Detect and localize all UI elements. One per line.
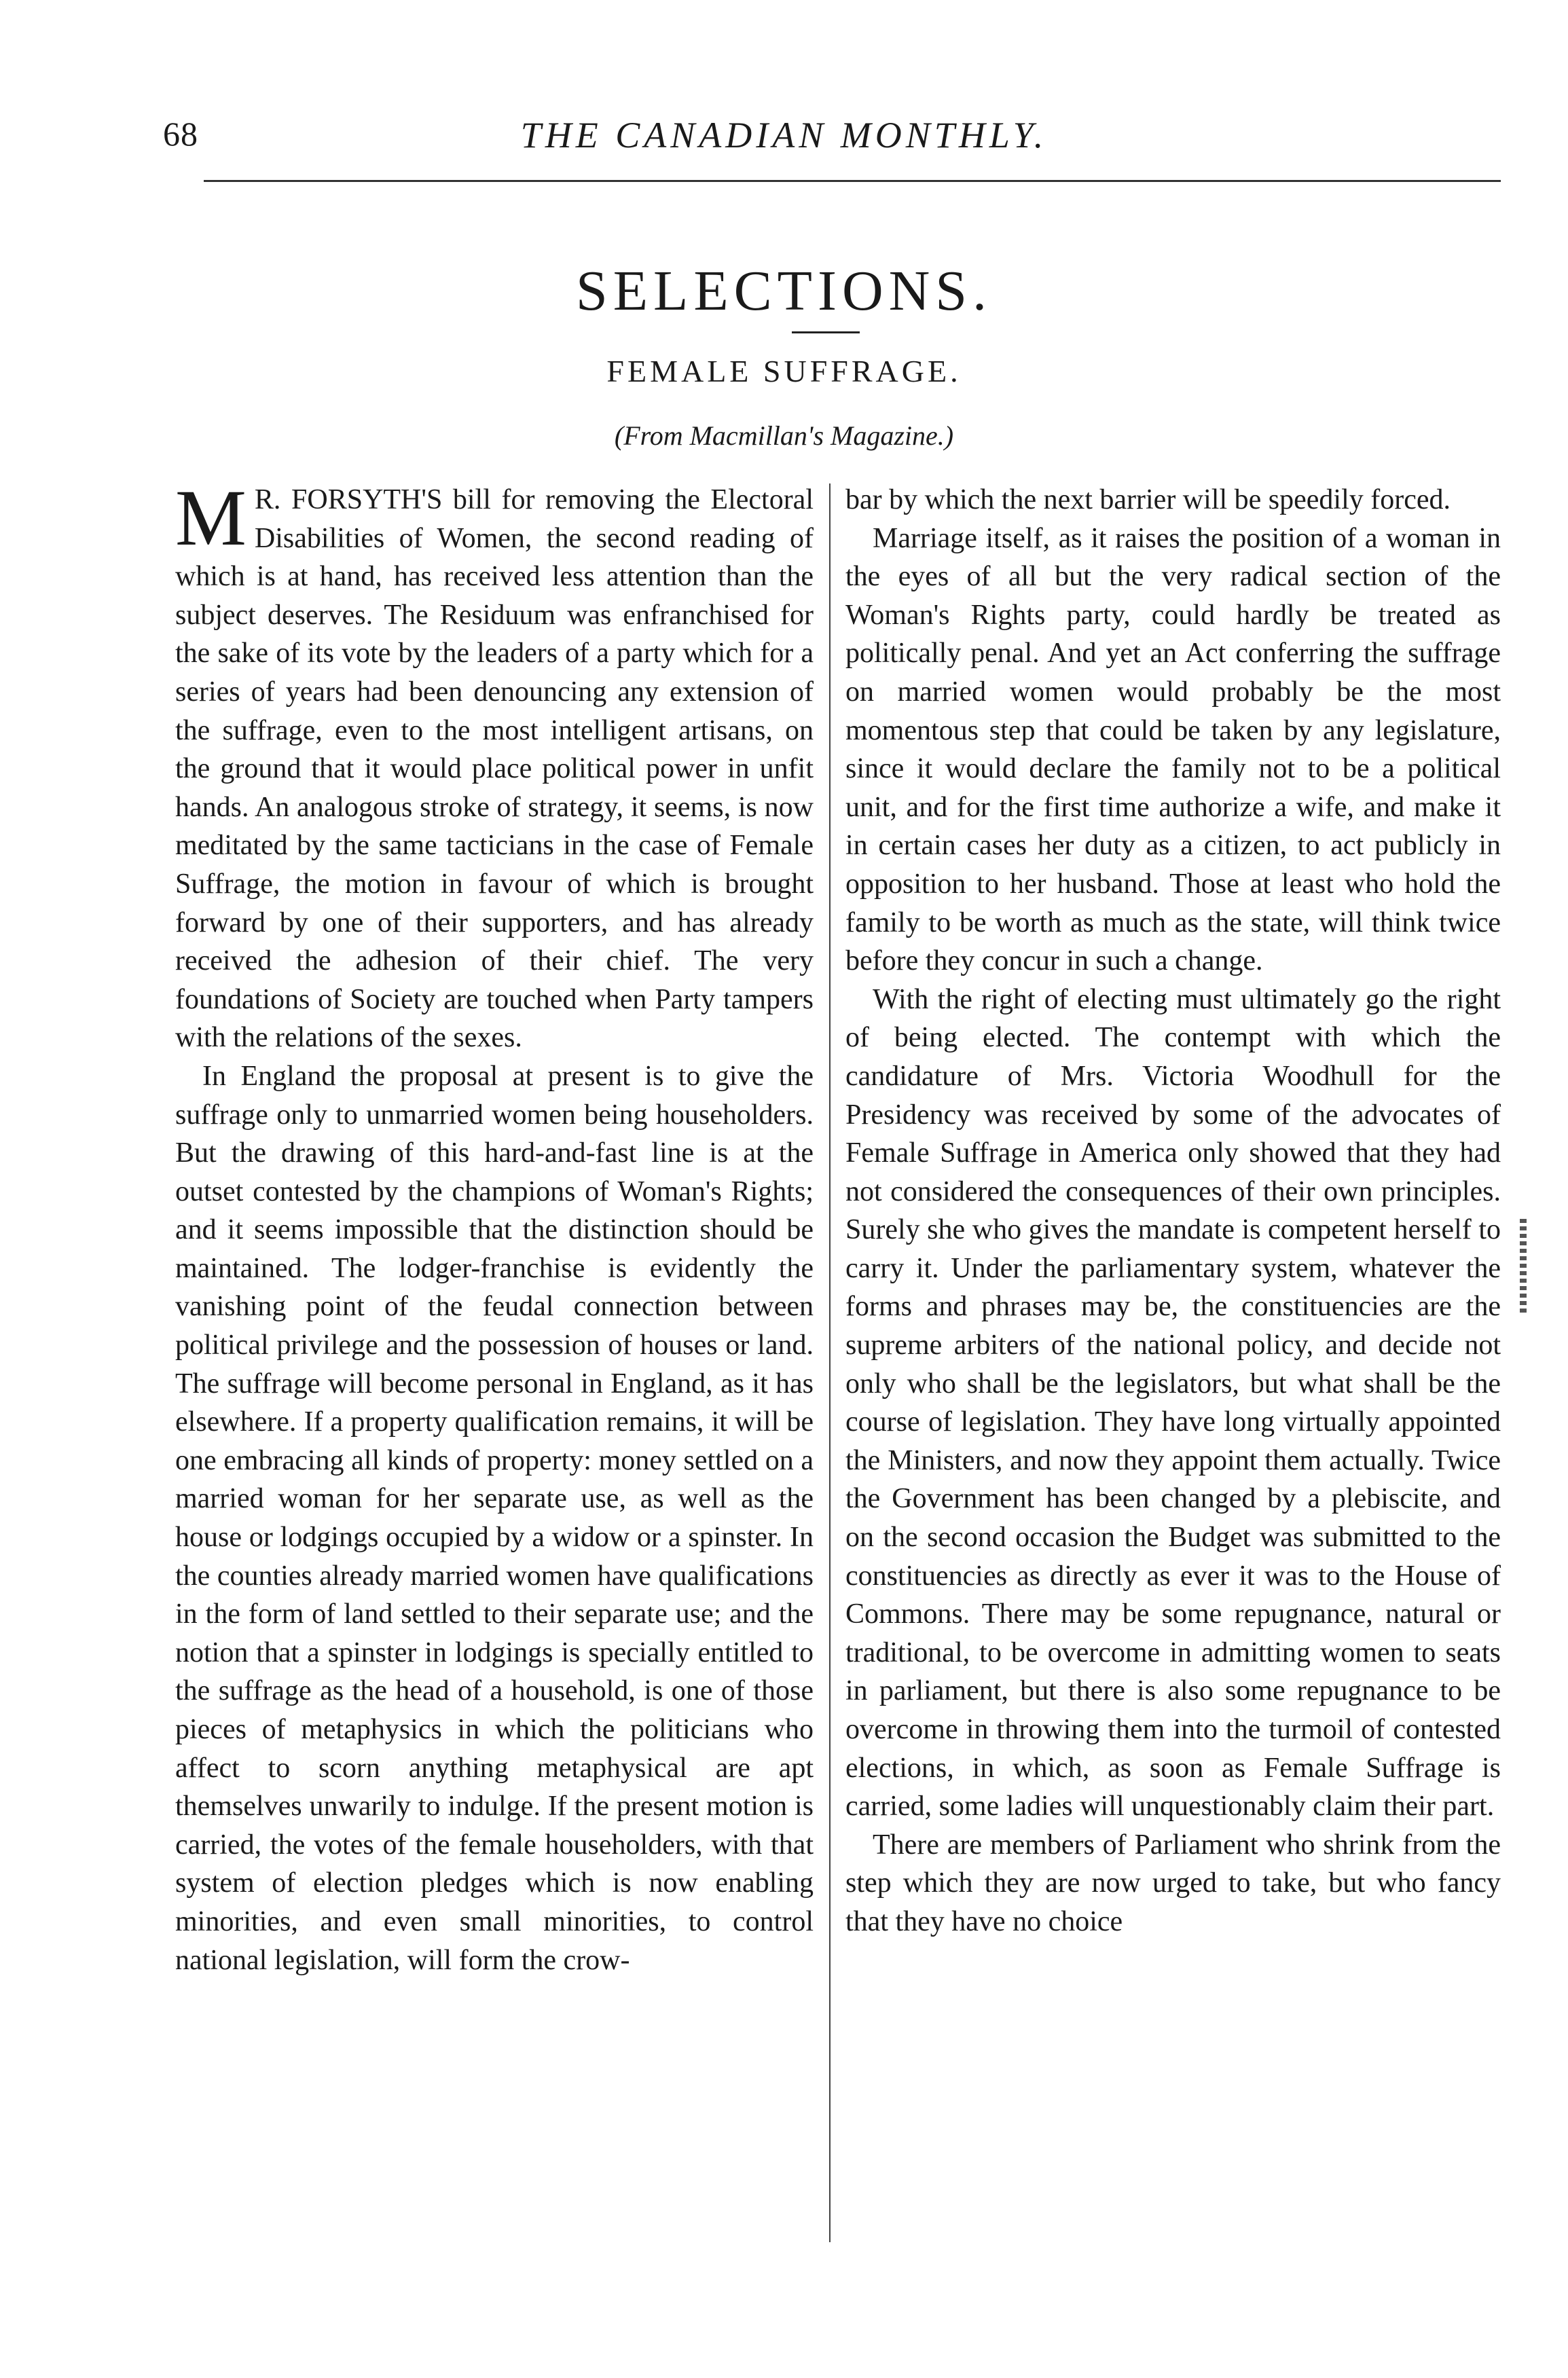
drop-cap: M: [175, 473, 247, 562]
article-title: FEMALE SUFFRAGE.: [606, 354, 962, 388]
paragraph: Marriage itself, as it raises the position of a woman in the eyes of all but the very radical section of the Woman's Rights party, could hardly be treated as politically penal. And yet an Act conferring the suffrage on married women would probably be the most momentous step that could be taken by any legislature, since it would declare the family not to be a political unit, and for the first time authorize a wife, and make it in certain cases her duty as a citizen, to act publicly in opposition to her husband. Those at least who hold the family to be worth as much as the state, will think twice before they concur in such a change.: [845, 522, 1501, 977]
header-rule: [204, 180, 1501, 182]
paragraph: With the right of electing must ultimately go the right of being elected. The contempt with which the candidature of Mrs. Victoria Woodhull for the Presidency was received by some of the advocates of Female Suffrage in America only showed that they had not considered the consequences of their own principles. Surely she who gives the mandate is competent herself to carry it. Under the parliamentary system, whatever the forms and phrases may be, the constituencies are the supreme arbiters of the national policy, and decide not only who shall be the legislators, but what shall be the course of legislation. They have long virtually appointed the Ministers, and now they appoint them actually. Twice the Government has been changed by a plebiscite, and on the second occasion the Budget was submitted to the constituencies as directly as ever it was to the House of Commons. There may be some repugnance, natural or traditional, to be overcome in admitting women to seats in parliament, but there is also some repugnance to be overcome in throwing them into the turmoil of contested elections, in which, as soon as Female Suffrage is carried, some ladies will unquestionably claim their part.: [845, 983, 1501, 1823]
section-title: SELECTIONS.: [576, 259, 992, 323]
right-column: [845, 481, 1501, 2287]
page-number: 68: [163, 115, 198, 153]
paragraph: In England the proposal at present is to give the suffrage only to unmarried women being householders. But the drawing of this hard-and-fast line is at the outset contested by the champions of Woman's Rights; and it seems impossible that the distinction should be maintained. The lodger-franchise is evidently the vanishing point of the feudal connection between political privilege and the possession of houses or land. The suffrage will become personal in England, as it has elsewhere. If a property qualification remains, it will be one embracing all kinds of property: money settled on a married woman for her separate use, as well as the house or lodgings occupied by a widow or a spinster. In the counties already married women have qualifications in the form of land settled to their separate use; and the notion that a spinster in lodgings is specially entitled to the suffrage as the head of a household, is one of those pieces of metaphysics in which the politicians who affect to scorn anything metaphysical are apt themselves unwarily to indulge. If the present motion is carried, the votes of the female householders, with that system of election pledges which is now enabling minorities, and even small minorities, to control national legislation, will form the crow-: [175, 1060, 814, 1976]
running-title: THE CANADIAN MONTHLY.: [520, 115, 1048, 156]
column-divider: [829, 483, 831, 2242]
paragraph: There are members of Parliament who shrink from the step which they are now urged to take, but who fancy that they have no choice: [845, 1829, 1501, 1937]
paragraph: [175, 473, 814, 1057]
paragraph-text: R. FORSYTH'S bill for removing the Electoral Disabilities of Women, the second reading of which is at hand, has received less attention than the subject deserves. The Residuum was enfranchised for the sake of its vote by the leaders of a party which for a series of years had been denouncing any extension of the suffrage, even to the most intelligent artisans, on the ground that it would place political power in unfit hands. An analogous stroke of strategy, it seems, is now meditated by the same tacticians in the case of Female Suffrage, the motion in favour of which is brought forward by one of their supporters, and has already received the adhesion of their chief. The very foundations of Society are touched when Party tampers with the relations of the sexes.: [175, 484, 814, 1054]
title-rule: [792, 331, 860, 333]
source-note: (From Macmillan's Magazine.): [614, 420, 954, 451]
margin-mark: [1520, 1219, 1527, 1314]
left-column: [175, 473, 814, 2287]
paragraph: bar by which the next barrier will be speedily forced.: [845, 484, 1451, 515]
